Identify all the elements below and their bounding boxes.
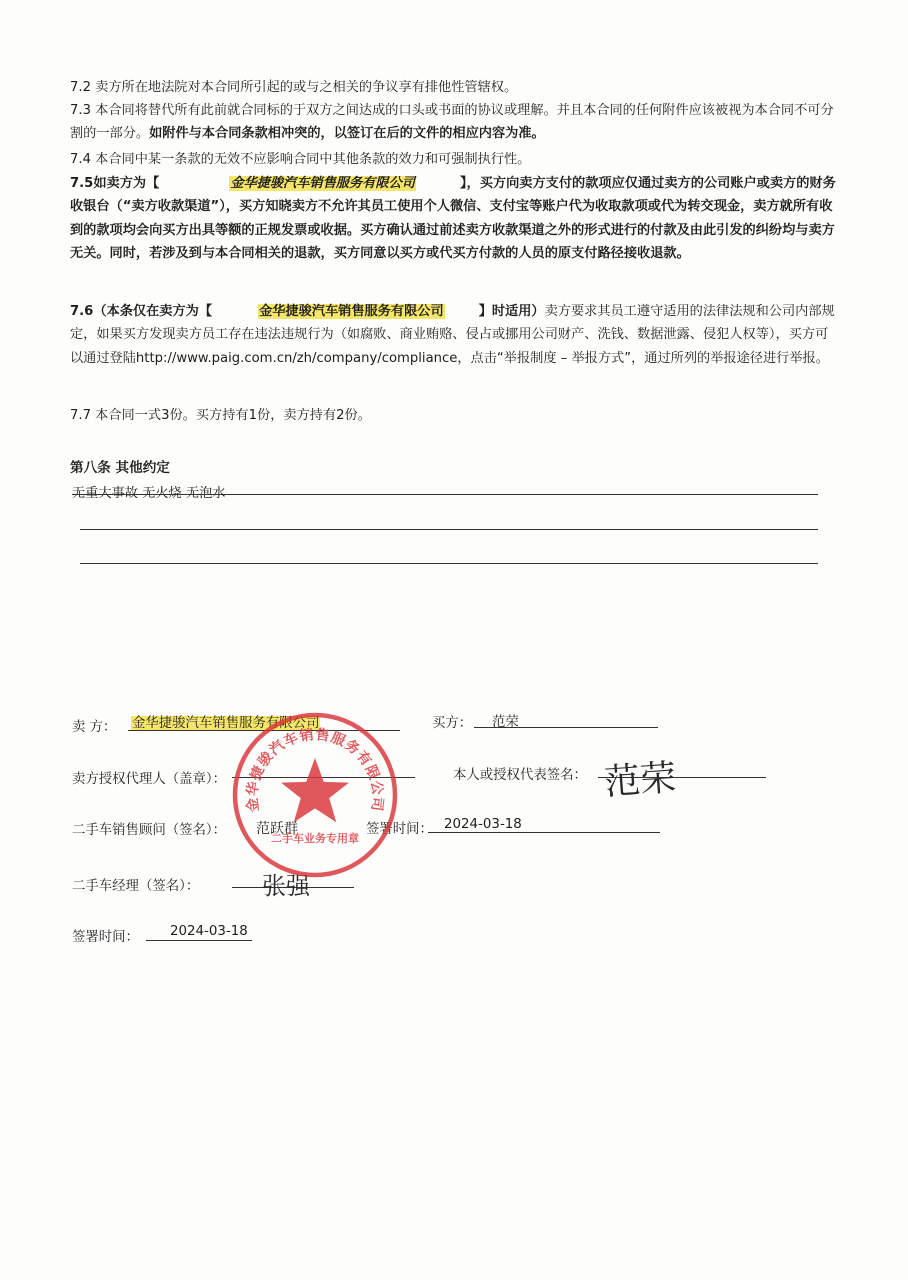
sign-time-label: 签署时间： bbox=[366, 822, 433, 837]
clause-7-2 bbox=[70, 76, 838, 99]
buyer-name: 范荣 bbox=[492, 715, 519, 730]
clause-7-5-text: 】，买方向卖方支付的款项应仅通过卖方的公司账户或卖方的财务收银台（“卖方收款渠道”），买方知晓卖方不允许其员工使用个人微信、支付宝等账户代为收取款项或代为转交现金，卖方就所有收到的款项均会向买方出具等额的正规发票或收据。买方确认通过前述卖方收款渠道之外的形式进行的付款及由此引发的纠纷均与卖方无关。同时，若涉及到与本合同相关的退款，买方同意以买方或代买方付款的人员的原支付路径接收退款。 bbox=[70, 176, 836, 262]
bottom-sign-time-underline bbox=[146, 940, 252, 941]
bottom-sign-time-label: 签署时间： bbox=[72, 930, 139, 945]
clause-7-6-prefix: 7.6（本条仅在卖方为【 bbox=[70, 304, 213, 319]
clause-7-3-text: 7.3 本合同将替代所有此前就合同标的于双方之间达成的口头或书面的协议或理解。并且本合同的任何附件应该被视为本合同不可分割的一部分。 bbox=[70, 103, 834, 142]
company-seal bbox=[228, 708, 402, 882]
buyer-handwritten-signature: 范荣 bbox=[602, 757, 678, 804]
seller-label: 卖 方： bbox=[72, 720, 117, 735]
seller-name-text: 金华捷骏汽车销售服务有限公司 bbox=[132, 716, 320, 731]
advisor-label: 二手车销售顾问（签名）： bbox=[72, 823, 226, 838]
manager-label: 二手车经理（签名）： bbox=[72, 879, 200, 894]
other-terms-text: 无重大事故 无火烧 无泡水 bbox=[72, 486, 226, 501]
agent-label: 卖方授权代理人（盖章）： bbox=[72, 772, 226, 787]
bottom-sign-time-value: 2024-03-18 bbox=[170, 924, 248, 939]
clause-7-7 bbox=[70, 404, 838, 427]
advisor-handwritten-signature: 范跃群 bbox=[256, 821, 298, 837]
buyer-sign-label: 本人或授权代表签名： bbox=[453, 768, 587, 783]
clause-7-7-text: 7.7 本合同一式3份。买方持有1份，卖方持有2份。 bbox=[70, 408, 371, 423]
seller-company-highlight: 金华捷骏汽车销售服务有限公司 bbox=[230, 176, 415, 191]
clause-7-4-text: 7.4 本合同中某一条款的无效不应影响合同中其他条款的效力和可强制执行性。 bbox=[70, 152, 531, 167]
clause-7-5-prefix: 7.5如卖方为【 bbox=[70, 176, 160, 191]
buyer-label: 买方： bbox=[432, 716, 473, 731]
seller-company-highlight-2: 金华捷骏汽车销售服务有限公司 bbox=[259, 304, 444, 319]
manager-handwritten-signature: 张强 bbox=[262, 872, 310, 900]
buyer-underline bbox=[474, 727, 658, 728]
clause-7-2-text: 7.2 卖方所在地法院对本合同所引起的或与之相关的争议享有排他性管辖权。 bbox=[70, 80, 518, 95]
clause-7-6 bbox=[70, 300, 838, 370]
article-8-heading: 第八条 其他约定 bbox=[70, 460, 170, 476]
other-terms-line-3 bbox=[80, 563, 818, 564]
sign-time-value: 2024-03-18 bbox=[444, 817, 522, 832]
seal-bottom-text: 二手车业务专用章 bbox=[271, 832, 359, 845]
seal-star-icon bbox=[281, 758, 349, 822]
sign-time-underline bbox=[428, 832, 660, 833]
other-terms-line-2 bbox=[80, 529, 818, 530]
clause-7-3 bbox=[70, 99, 838, 146]
clause-7-5 bbox=[70, 172, 838, 266]
seal-ring-text: 金华捷骏汽车销售服务有限公司 bbox=[244, 726, 386, 813]
clause-7-6-suffix: 】时适用） bbox=[478, 304, 545, 319]
other-terms-line-1 bbox=[72, 494, 818, 495]
clause-7-3-bold: 如附件与本合同条款相冲突的，以签订在后的文件的相应内容为准。 bbox=[149, 126, 545, 142]
clause-7-4 bbox=[70, 148, 838, 171]
clause-7-6-text: 卖方要求其员工遵守适用的法律法规和公司内部规定，如果买方发现卖方员工存在违法违规行为（如腐败、商业贿赂、侵占或挪用公司财产、洗钱、数据泄露、侵犯人权等），买方可以通过登陆http://www.paig.com.cn/zh/company/compliance，点击“举报制度 – 举报方式”，通过所列的举报途径进行举报。 bbox=[70, 304, 835, 366]
